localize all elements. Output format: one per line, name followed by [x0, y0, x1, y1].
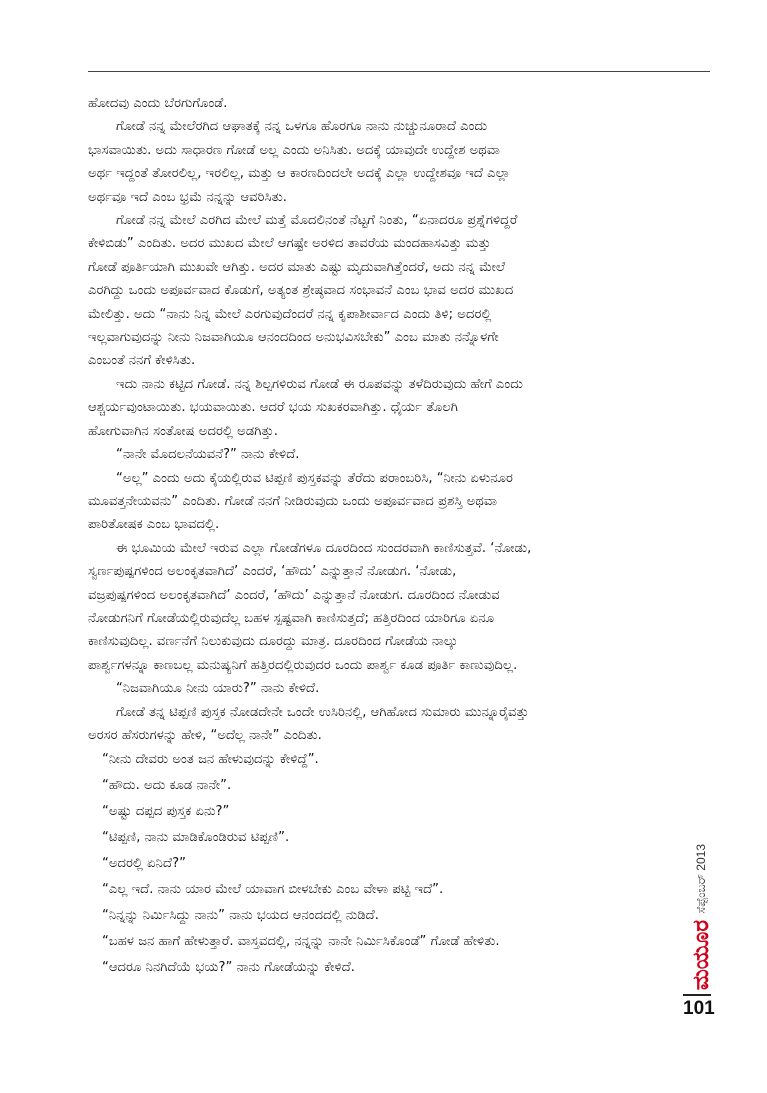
story-body: [88, 92, 684, 981]
paragraph-line: ಸ್ವರ್ಣಪುಷ್ಪಗಳಿಂದ ಅಲಂಕೃತವಾಗಿದೆ’ ಎಂದರೆ, ‘ಹೌದು’ ಎನ್ನುತ್ತಾನೆ ನೋಡುಗ. ‘ನೋಡು,: [88, 564, 457, 580]
paragraph-line: ಮೂವತ್ತನೇಯವನು” ಎಂದಿತು. ಗೋಡೆ ನನಗೆ ನೀಡಿರುವುದು ಒಂದು ಅಪೂರ್ವವಾದ ಪ್ರಶಸ್ತಿ ಅಥವಾ: [88, 493, 498, 509]
paragraph-line: ಎಂಬಂತೆ ನನಗೆ ಕೇಳಿಸಿತು.: [88, 353, 196, 369]
paragraph-line: ಇಲ್ಲವಾಗುವುದನ್ನು ನೀನು ನಿಜವಾಗಿಯೂ ಆನಂದದಿಂದ ಅನುಭವಿಸಬೇಕು” ಎಂಬ ಮಾತು ನನ್ನೊಳಗೇ: [88, 330, 499, 346]
page-number: 101: [683, 998, 715, 1019]
paragraph-line: ಅರ್ಥ ಇದ್ದಂತೆ ತೋರಲಿಲ್ಲ, ಇರಲಿಲ್ಲ, ಮತ್ತು ಆ ಕಾರಣದಿಂದಲೇ ಅದಕ್ಕೆ ಎಲ್ಲಾ ಉದ್ದೇಶವೂ ಇದೆ ಎಲ್ಲಾ: [88, 166, 511, 182]
dialogue-line: “ನೀನು ದೇವರು ಅಂತ ಜನ ಹೇಳುವುದನ್ನು ಕೇಳಿದ್ದೆ”.: [102, 752, 319, 768]
paragraph-line: ಅರಸರ ಹೆಸರುಗಳನ್ನು ಹೇಳಿ, “ಅದೆಲ್ಲ ನಾನೇ” ಎಂದಿತು.: [88, 727, 322, 743]
paragraph-line: ಗೋಡೆ ಪೂರ್ತಿಯಾಗಿ ಮುಖವೇ ಆಗಿತ್ತು. ಅದರ ಮಾತು ಎಷ್ಟು ಮೃದುವಾಗಿತ್ತೆಂದರೆ, ಅದು ನನ್ನ ಮೇಲೆ: [88, 259, 506, 275]
paragraph-line: ಹೋದವು ಎಂದು ಬೆರಗುಗೊಂಡೆ.: [88, 96, 228, 111]
paragraph-line: ಮೇಲಿತ್ತು. ಅದು “ನಾನು ನಿನ್ನ ಮೇಲೆ ಎರಗುವುದೆಂದರೆ ನನ್ನ ಕೃಪಾಶೀರ್ವಾದ ಎಂದು ತಿಳಿ; ಅದರಲ್ಲಿ: [88, 306, 492, 322]
paragraph-line: “ನಾನೇ ಮೊದಲನೆಯವನೆ?” ನಾನು ಕೇಳಿದೆ.: [116, 447, 300, 463]
paragraph-line: ಈ ಭೂಮಿಯ ಮೇಲೆ ಇರುವ ಎಲ್ಲಾ ಗೋಡೆಗಳೂ ದೂರದಿಂದ ಸುಂದರವಾಗಿ ಕಾಣಿಸುತ್ತವೆ. ‘ನೋಡು,: [116, 540, 532, 556]
paragraph-line: ಗೋಡೆ ನನ್ನ ಮೇಲೆರಗಿದ ಆಘಾತಕ್ಕೆ ನನ್ನ ಒಳಗೂ ಹೊರಗೂ ನಾನು ನುಚ್ಚುನೂರಾದೆ ಎಂದು: [116, 119, 488, 135]
paragraph-line: ಇದು ನಾನು ಕಟ್ಟಿದ ಗೋಡೆ. ನನ್ನ ಶಿಲ್ಪಗಳಿರುವ ಗೋಡೆ ಈ ರೂಪವನ್ನು ತಳೆದಿರುವುದು ಹೇಗೆ ಎಂದು: [116, 376, 523, 392]
paragraph-line: ಪಾರ್ಶ್ವಗಳನ್ನೂ ಕಾಣಬಲ್ಲ ಮನುಷ್ಯನಿಗೆ ಹತ್ತಿರದಲ್ಲಿರುವುದರ ಒಂದು ಪಾರ್ಶ್ವ ಕೂಡ ಪೂರ್ತಿ ಕಾಣುವುದಿಲ್ಲ.: [88, 657, 518, 673]
dialogue-line: “ಅದರಲ್ಲಿ ಏನಿದೆ?”: [102, 856, 186, 872]
dialogue-line: “ಎಲ್ಲ ಇದೆ. ನಾನು ಯಾರ ಮೇಲೆ ಯಾವಾಗ ಬೀಳಬೇಕು ಎಂಬ ವೇಳಾ ಪಟ್ಟಿ ಇದೆ”.: [102, 882, 444, 898]
paragraph-line: ವಜ್ರಪುಷ್ಪಗಳಿಂದ ಅಲಂಕೃತವಾಗಿದೆ’ ಎಂದರೆ, ‘ಹೌದು’ ಎನ್ನುತ್ತಾನೆ ನೋಡುಗ. ದೂರದಿಂದ ನೋಡುವ: [88, 587, 500, 603]
issue-date: ಸೆಪ್ಟೆಂಬರ್ 2013: [694, 844, 708, 914]
paragraph-line: ಅರ್ಥವೂ ಇದೆ ಎಂಬ ಭ್ರಮೆ ನನ್ನನ್ನು ಆವರಿಸಿತು.: [88, 189, 287, 205]
paragraph-line: ಗೋಡೆ ನನ್ನ ಮೇಲೆ ಎರಗಿದ ಮೇಲೆ ಮತ್ತೆ ಮೊದಲಿನಂತೆ ನೆಟ್ಟಗೆ ನಿಂತು, “ಏನಾದರೂ ಪ್ರಶ್ನೆಗಳಿದ್ದರೆ: [116, 213, 518, 229]
header-rule: [88, 71, 710, 72]
running-footer: [686, 785, 716, 990]
paragraph-line: ಹೋಗುವಾಗಿನ ಸಂತೋಷ ಅದರಲ್ಲಿ ಅಡಗಿತ್ತು.: [88, 423, 278, 439]
dialogue-line: “ಆದರೂ ನಿನಗಿದೆಯೆ ಭಯ?” ನಾನು ಗೋಡೆಯನ್ನು ಕೇಳಿದೆ.: [102, 960, 355, 976]
paragraph-line: “ಅಲ್ಲ” ಎಂದು ಅದು ಕೈಯಲ್ಲಿರುವ ಟಿಪ್ಪಣಿ ಪುಸ್ತಕವನ್ನು ತೆರೆದು ಪರಾಂಬರಿಸಿ, “ನೀನು ಏಳುನೂರ: [116, 470, 513, 486]
paragraph-line: ಕೇಳಿಬಿಡು” ಎಂದಿತು. ಅದರ ಮುಖದ ಮೇಲೆ ಆಗಷ್ಟೇ ಅರಳಿದ ತಾವರೆಯ ಮಂದಹಾಸವಿತ್ತು ಮತ್ತು: [88, 236, 491, 252]
paragraph-line: ನೋಡುಗನಿಗೆ ಗೋಡೆಯಲ್ಲಿರುವುದೆಲ್ಲ ಬಹಳ ಸ್ಪಷ್ಟವಾಗಿ ಕಾಣಿಸುತ್ತದೆ; ಹತ್ತಿರದಿಂದ ಯಾರಿಗೂ ಏನೂ: [88, 610, 495, 626]
paragraph-line: ಪಾರಿತೋಷಕ ಎಂಬ ಭಾವದಲ್ಲಿ.: [88, 517, 220, 533]
dialogue-line: “ಟಿಪ್ಪಣಿ, ನಾನು ಮಾಡಿಕೊಂಡಿರುವ ಟಿಪ್ಪಣಿ”.: [102, 830, 290, 846]
paragraph-line: “ನಿಜವಾಗಿಯೂ ನೀನು ಯಾರು?” ನಾನು ಕೇಳಿದೆ.: [116, 681, 320, 697]
paragraph-line: ಕಾಣಿಸುವುದಿಲ್ಲ. ವರ್ಣನೆಗೆ ನಿಲುಕುವುದು ದೂರದ್ದು ಮಾತ್ರ. ದೂರದಿಂದ ಗೋಡೆಯ ನಾಲ್ಕು: [88, 634, 458, 650]
paragraph-line: ಭಾಸವಾಯಿತು. ಅದು ಸಾಧಾರಣ ಗೋಡೆ ಅಲ್ಲ ಎಂದು ಅನಿಸಿತು. ಅದಕ್ಕೆ ಯಾವುದೇ ಉದ್ದೇಶ ಅಥವಾ: [88, 142, 500, 158]
paragraph-line: ಎರಗಿದ್ದು ಒಂದು ಅಪೂರ್ವವಾದ ಕೊಡುಗೆ, ಅತ್ಯಂತ ಶ್ರೇಷ್ಠವಾದ ಸಂಭಾವನೆ ಎಂಬ ಭಾವ ಅದರ ಮುಖದ: [88, 283, 514, 299]
dialogue-line: “ಬಹಳ ಜನ ಹಾಗೆ ಹೇಳುತ್ತಾರೆ. ವಾಸ್ತವದಲ್ಲಿ, ನನ್ನನ್ನು ನಾನೇ ನಿರ್ಮಿಸಿಕೊಂಡೆ” ಗೋಡೆ ಹೇಳಿತು.: [102, 934, 500, 950]
paragraph-line: ಗೋಡೆ ತನ್ನ ಟಿಪ್ಪಣಿ ಪುಸ್ತಕ ನೋಡದೇನೇ ಒಂದೇ ಉಸಿರಿನಲ್ಲಿ, ಆಗಿಹೋದ ಸುಮಾರು ಮುನ್ನೂರೈವತ್ತು: [116, 704, 529, 720]
magazine-logo: ಮಯೂರ: [688, 919, 714, 990]
dialogue-line: “ಹೌದು. ಅದು ಕೂಡ ನಾನೇ”.: [102, 778, 232, 794]
paragraph-line: ಆಶ್ಚರ್ಯವುಂಟಾಯಿತು. ಭಯವಾಯಿತು. ಆದರೆ ಭಯ ಸುಖಕರವಾಗಿತ್ತು. ಧೈರ್ಯ ತೊಲಗಿ: [88, 400, 459, 416]
dialogue-line: “ನಿನ್ನನ್ನು ನಿರ್ಮಿಸಿದ್ದು ನಾನು” ನಾನು ಭಯದ ಆನಂದದಲ್ಲಿ ನುಡಿದೆ.: [102, 908, 379, 924]
dialogue-line: “ಅಷ್ಟು ದಪ್ಪದ ಪುಸ್ತಕ ಏನು?”: [102, 804, 230, 820]
page-number-rule: [683, 994, 711, 996]
